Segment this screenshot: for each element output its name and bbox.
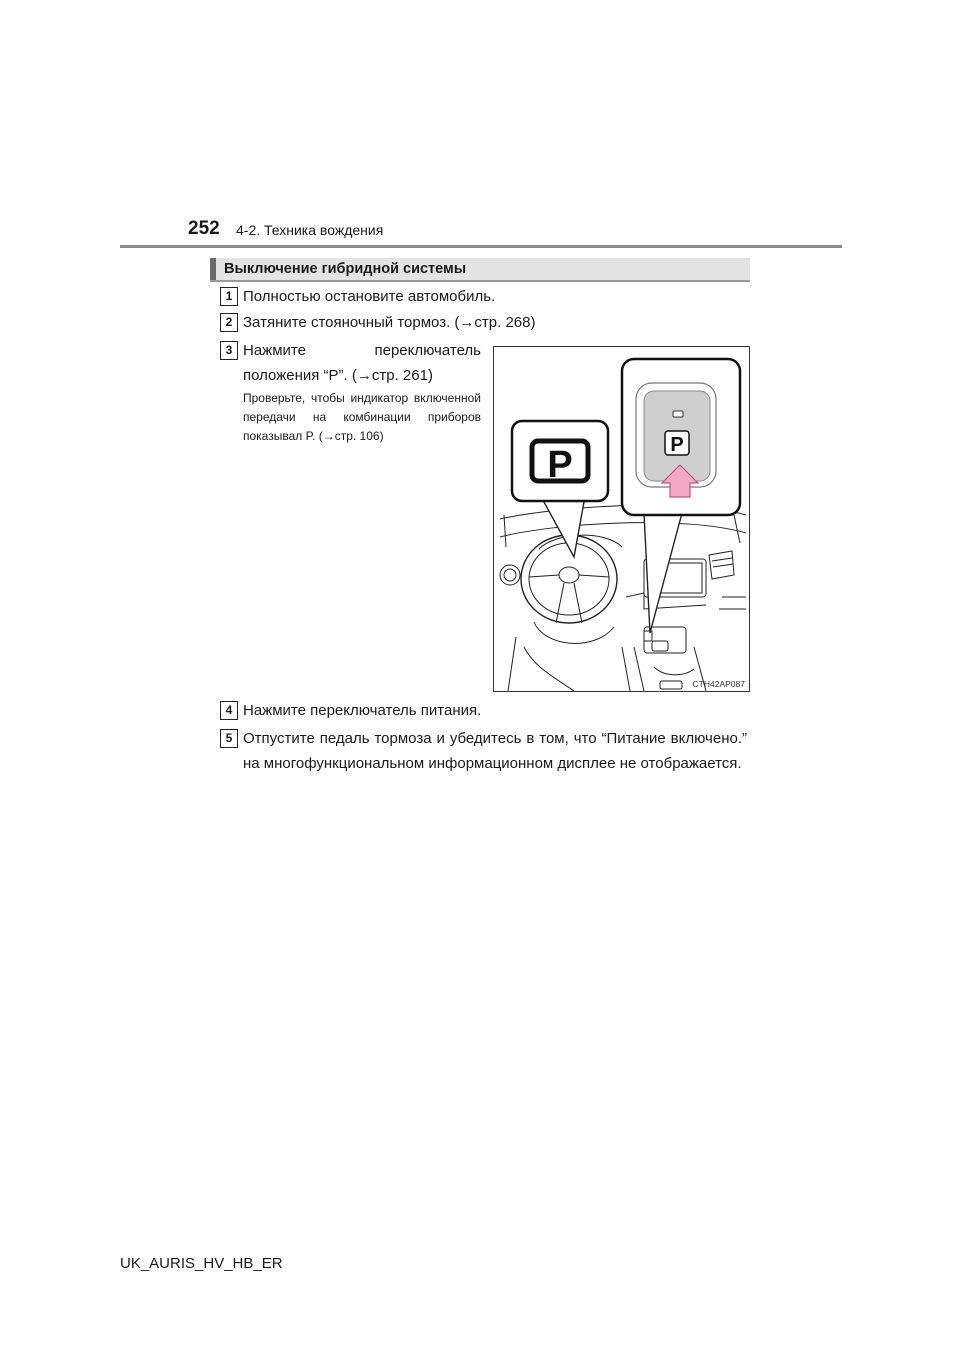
step-number-1: 1 <box>220 287 238 306</box>
page-number: 252 <box>188 218 220 239</box>
callout-right-label: P <box>670 434 684 456</box>
step-number-2: 2 <box>220 313 238 332</box>
callout-left-label: P <box>547 444 573 486</box>
footer-model-code: UK_AURIS_HV_HB_ER <box>120 1255 283 1272</box>
dashboard-illustration <box>494 347 749 691</box>
section-header <box>210 258 750 282</box>
step-text-1: Полностью остановите автомобиль. <box>243 288 496 305</box>
step-text-2: Затяните стояночный тормоз. (→стр. 268) <box>243 314 536 331</box>
step-text-3: Нажмите переключатель положения “P”. (→стр. 261) <box>243 342 481 384</box>
section-title: Выключение гибридной системы <box>224 261 467 277</box>
section-marker <box>210 258 216 280</box>
figure-shift-p-switch <box>493 346 750 692</box>
step-number-3: 3 <box>220 341 238 360</box>
step-number-4: 4 <box>220 701 238 720</box>
step-number-5: 5 <box>220 729 238 748</box>
header-rule <box>120 245 842 248</box>
figure-code: CTH42AP087 <box>692 679 745 689</box>
step-3-note: Проверьте, чтобы индикатор включенной передачи на комбинации приборов показывал P. (→стр. 106) <box>243 391 481 443</box>
step-text-4: Нажмите переключатель питания. <box>243 702 482 719</box>
chapter-title: 4-2. Техника вождения <box>236 222 384 238</box>
step-text-5: Отпустите педаль тормоза и убедитесь в том, что “Питание включено.” на многофункциональном информационном дисплее не отображается. <box>243 730 747 772</box>
